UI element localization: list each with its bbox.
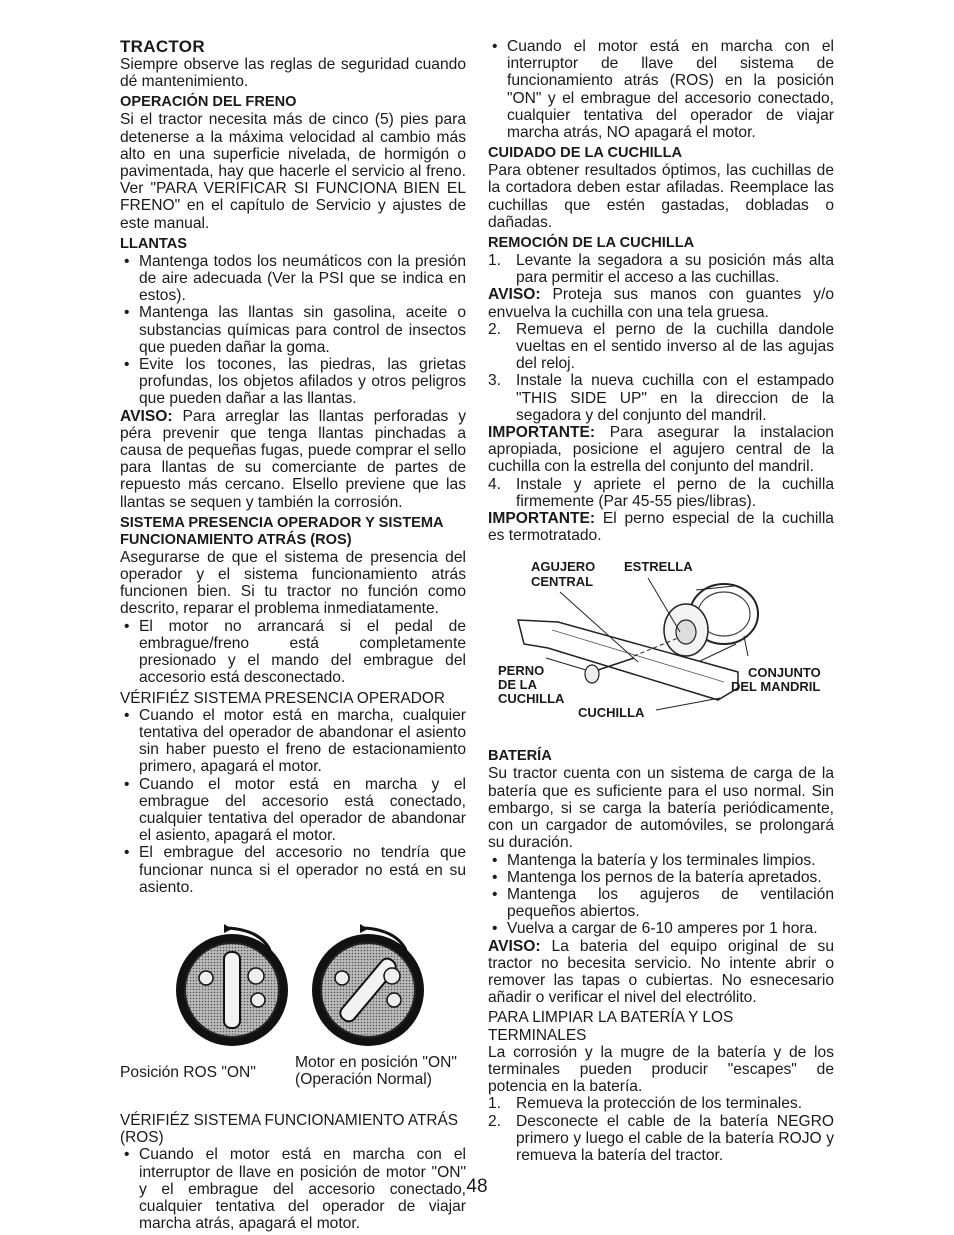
- step-number: 4.: [488, 475, 502, 493]
- step-text: Instale y apriete el perno de la cuchilla firmemente (Par 45-55 pies/libras).: [516, 475, 834, 510]
- blade-steps-b: [488, 321, 834, 424]
- list-item: [488, 1113, 834, 1165]
- list-item: • Mantenga la batería y los terminales limpios.: [488, 852, 834, 869]
- list-item: • El embrague del accesorio no tendría que funcionar nunca si el operador no está en su asiento.: [120, 844, 466, 896]
- battery-text: Su tractor cuenta con un sistema de carga de la batería que es suficiente para el uso normal. Sin embargo, si se carga la batería periódicamente, con un cargador de automóviles, se prolongará su duración.: [488, 765, 834, 852]
- clean-steps: [488, 1095, 834, 1164]
- blade-steps-a: [488, 252, 834, 286]
- notice-text: Para arreglar las llantas perforadas y péra prevenir que tenga llantas pinchadas a causa de pequeñas fugas, puede comprar el sello para llantas de su comerciante de partes de repuesto más cercano. Elsello previene que las llantas se sequen y también la corrosión.: [120, 407, 466, 511]
- list-item: • Mantenga los pernos de la batería apretados.: [488, 869, 834, 886]
- blade-diagram: [488, 552, 834, 742]
- brake-heading: OPERACIÓN DEL FRENO: [120, 94, 297, 111]
- label-estrella: ESTRELLA: [624, 559, 693, 575]
- operator-list: [120, 707, 466, 896]
- label-de-la: DE LA: [498, 677, 537, 693]
- label-perno: PERNO: [498, 663, 545, 679]
- notice-label: AVISO:: [488, 286, 541, 304]
- notice-text: La bateria del equipo original de su tractor no becesita servicio. No intente abrir o remover las tapas o cubiertas. No esnecesario añadir o verificar el nivel del electrólito.: [488, 937, 834, 1007]
- important-label: IMPORTANTE:: [488, 510, 596, 528]
- step-number: 1.: [488, 252, 502, 270]
- top-list: [488, 38, 834, 141]
- tires-notice: [120, 408, 466, 511]
- battery-heading: BATERÍA: [488, 748, 552, 765]
- label-cuchilla: CUCHILLA: [578, 705, 645, 721]
- dial-captions: [120, 1054, 466, 1104]
- step-text: Desconecte el cable de la batería NEGRO primero y luego el cable de la batería ROJO y remueva la batería del tractor.: [516, 1112, 834, 1164]
- tires-heading: LLANTAS: [120, 235, 188, 252]
- list-item: • Vuelva a cargar de 6-10 amperes por 1 hora.: [488, 920, 834, 937]
- step-number: 1.: [488, 1095, 502, 1113]
- label-agujero: AGUJERO: [531, 559, 596, 575]
- ros-intro: Asegurarse de que el sistema de presencia del operador y el sistema funcionamiento atrás funcionen bien. Si tu tractor no función como descrito, reparar el problema inmediatamente.: [120, 548, 466, 618]
- left-column: [120, 38, 466, 1232]
- list-item: • Mantenga las llantas sin gasolina, aceite o substancias químicas para control de insectos que pueden dañar la goma.: [120, 304, 466, 356]
- clean-heading: PARA LIMPIAR LA BATERÍA Y LOS TERMINALES: [488, 1009, 734, 1044]
- list-item: [488, 1095, 834, 1112]
- label-cuchilla-bolt: CUCHILLA: [498, 691, 565, 707]
- step-number: 2.: [488, 1112, 502, 1130]
- list-item: • El motor no arrancará si el pedal de embrague/freno está completamente presionado y el mando del embrague del accesorio está desconectado.: [120, 618, 466, 687]
- tractor-heading: TRACTOR: [120, 37, 205, 56]
- key-switch-icon: [120, 916, 466, 1048]
- list-item: [488, 372, 834, 424]
- clean-text: La corrosión y la mugre de la batería y de los terminales pueden producir "escapes" de potencia en la batería.: [488, 1043, 834, 1096]
- step-text: Remueva la protección de los terminales.: [516, 1095, 803, 1113]
- battery-list: [488, 852, 834, 938]
- list-item: • Cuando el motor está en marcha y el embrague del accesorio está conectado, cualquier tentativa del operador de abandonar el asiento, apagará el motor.: [120, 776, 466, 845]
- important-1: [488, 424, 834, 476]
- brake-text: Si el tractor necesita más de cinco (5) pies para detenerse a la máxima velocidad al cambio más alto en una superficie nivelada, de hormigón o pavimentada, hay que hacerle el servicio al freno. Ver "PARA VERIFICAR SI FUNCIONA BIEN EL FRENO" en el capítulo de Servicio y ajustes de este manual.: [120, 111, 466, 232]
- notice-label: AVISO:: [488, 937, 541, 955]
- page-number: 48: [466, 1176, 488, 1197]
- important-text: Para asegurar la instalacion apropiada, posicione el agujero central de la cuchilla con la estrella del conjunto del mandril.: [488, 424, 834, 476]
- important-label: IMPORTANTE:: [488, 424, 596, 442]
- notice-label: AVISO:: [120, 407, 173, 425]
- list-item: [488, 252, 834, 286]
- blade-steps-c: [488, 476, 834, 510]
- ros-heading: SISTEMA PRESENCIA OPERADOR Y SISTEMA FUNCIONAMIENTO ATRÁS (ROS): [120, 514, 444, 548]
- blade-care-heading: CUIDADO DE LA CUCHILLA: [488, 145, 683, 162]
- blade-notice: [488, 286, 834, 320]
- label-central: CENTRAL: [531, 574, 594, 590]
- notice-text: Proteja sus manos con guantes y/o envuelva la cuchilla con una tela gruesa.: [488, 286, 834, 321]
- list-item: • Cuando el motor está en marcha, cualquier tentativa del operador de abandonar el asiento sin haber puesto el freno de estacionamiento primero, apagará el motor.: [120, 707, 466, 776]
- list-item: • Cuando el motor está en marcha con el interruptor de llave en posición de motor "ON" y el embrague del accesorio conectado, cualquier tentativa del operador de viajar marcha atrás, apagará el motor.: [120, 1146, 466, 1232]
- list-item: • Evite los tocones, las piedras, las grietas profundas, los objetos afilados y otros peligros que pueden dañar a las llantas.: [120, 356, 466, 408]
- tractor-intro: Siempre observe las reglas de seguridad cuando dé mantenimiento.: [120, 56, 466, 91]
- list-item: [488, 476, 834, 510]
- step-text: Remueva el perno de la cuchilla dandole vueltas en el sentido inverso al de las agujas del reloj.: [516, 320, 834, 373]
- step-text: Instale la nueva cuchilla con el estampado "THIS SIDE UP" en la direccion de la segadora y del conjunto del mandril.: [516, 372, 834, 424]
- key-switch-illustrations: [120, 916, 466, 1048]
- list-item: • Cuando el motor está en marcha con el interruptor de llave del sistema de funcionamiento atrás (ROS) en la posición "ON" y el embrague del accesorio conectado, cualquier tentativa del operador de viajar marcha atrás, NO apagará el motor.: [488, 38, 834, 141]
- battery-notice: [488, 938, 834, 1007]
- label-del-mandril: DEL MANDRIL: [731, 679, 821, 695]
- label-conjunto: CONJUNTO: [748, 665, 821, 681]
- step-number: 2.: [488, 320, 502, 338]
- right-column: [488, 38, 834, 1164]
- operator-heading: VÉRIFIÉZ SISTEMA PRESENCIA OPERADOR: [120, 689, 445, 707]
- list-item: • Mantenga todos los neumáticos con la presión de aire adecuada (Ver la PSI que se indica en estos).: [120, 253, 466, 305]
- important-text: El perno especial de la cuchilla es termotratado.: [488, 510, 834, 545]
- list-item: [488, 321, 834, 373]
- list-item: • Mantenga los agujeros de ventilación pequeños abiertos.: [488, 886, 834, 920]
- step-text: Levante la segadora a su posición más alta para permitir el acceso a las cuchillas.: [516, 252, 834, 287]
- important-2: [488, 510, 834, 544]
- caption-ros-on: Posición ROS "ON": [120, 1063, 256, 1081]
- ros-list: [120, 618, 466, 687]
- caption-motor-on: Motor en posición "ON" (Operación Normal): [295, 1053, 457, 1089]
- blade-care-text: Para obtener resultados óptimos, las cuchillas de la cortadora deben estar afiladas. Reemplace las cuchillas que estén gastadas, dobladas o dañadas.: [488, 162, 834, 231]
- ros-check-heading: VÉRIFIÉZ SISTEMA FUNCIONAMIENTO ATRÁS (ROS): [120, 1111, 459, 1147]
- step-number: 3.: [488, 372, 502, 390]
- tires-list: [120, 253, 466, 408]
- blade-removal-heading: REMOCIÓN DE LA CUCHILLA: [488, 235, 695, 252]
